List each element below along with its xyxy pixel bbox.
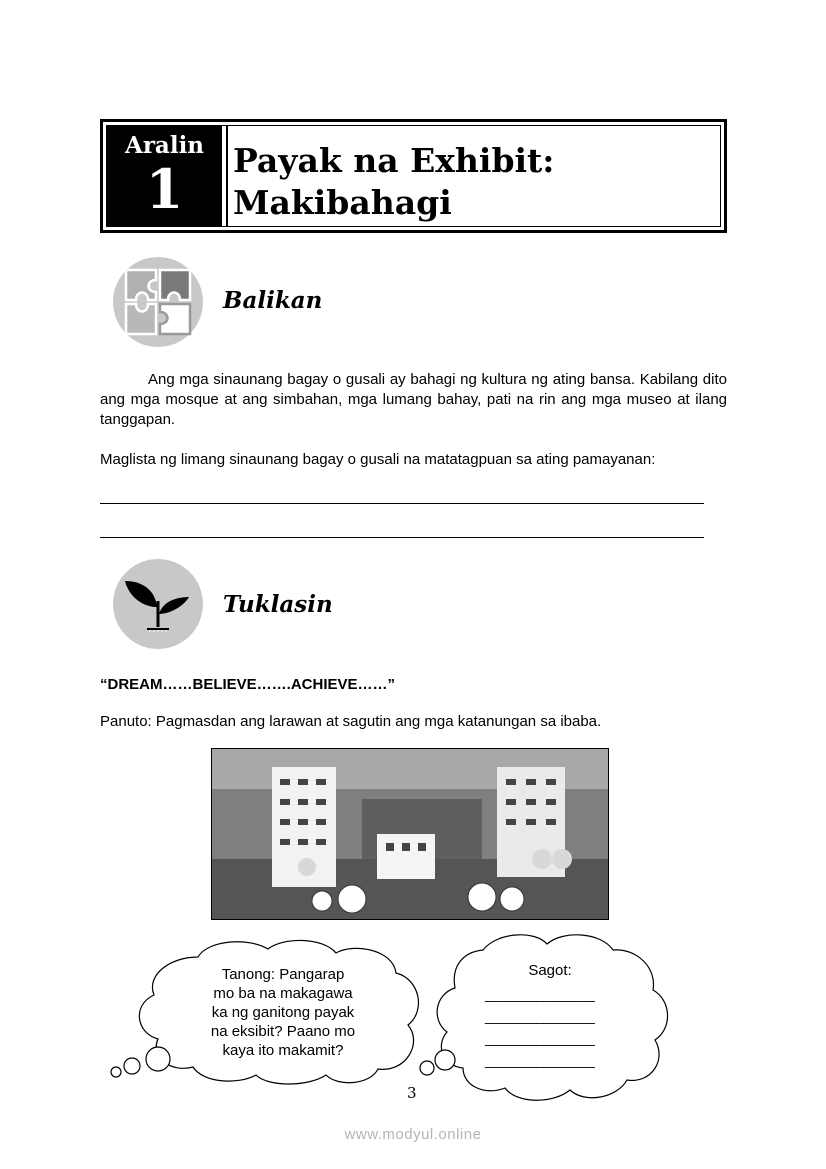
balikan-instruction: Maglista ng limang sinaunang bagay o gusali na matatagpuan sa ating pamayanan: (100, 451, 656, 468)
lesson-number: 1 (145, 157, 184, 221)
answer-cloud (405, 928, 675, 1106)
question-line: ka ng ganitong payak (211, 1004, 355, 1021)
puzzle-icon (113, 257, 203, 347)
answer-blank-1[interactable]: _______________ (485, 986, 595, 1002)
balikan-paragraph: Ang mga sinaunang bagay o gusali ay bahagi ng kultura ng ating bansa. Kabilang dito ang mga mosque at ang simbahan, mga lumang bahay, pati na rin ang mga museo at ilang tanggapan. (100, 371, 727, 428)
title-divider-line (226, 126, 228, 226)
question-line: Tanong: Pangarap (221, 966, 345, 983)
tuklasin-instruction: Panuto: Pagmasdan ang larawan at sagutin ang mga katanungan sa ibaba. (100, 713, 602, 730)
lesson-title-box (100, 119, 727, 233)
question-line: kaya ito makamit? (222, 1042, 344, 1059)
seedling-icon (113, 559, 203, 649)
question-line: na eksibit? Paano mo (210, 1023, 356, 1040)
exhibit-photo (211, 748, 609, 920)
answer-blank-2[interactable]: _______________ (485, 1008, 595, 1024)
lesson-title-frame (106, 125, 721, 227)
page-number: 3 (407, 1084, 417, 1102)
watermark: www.modyul.online (344, 1126, 482, 1143)
motto: “DREAM……BELIEVE…….ACHIEVE……” (100, 676, 396, 693)
lesson-title-line-1: Payak na Exhibit: (233, 141, 555, 180)
question-cloud (108, 935, 438, 1085)
balikan-heading: Balikan (223, 287, 323, 314)
lesson-title (233, 140, 554, 224)
answer-line-2[interactable] (100, 537, 704, 538)
answer-blank-3[interactable]: _______________ (485, 1030, 595, 1046)
answer-blank-4[interactable]: _______________ (485, 1052, 595, 1068)
tuklasin-heading: Tuklasin (223, 591, 333, 618)
lesson-number-block (107, 126, 222, 226)
lesson-title-line-2: Makibahagi (233, 183, 452, 222)
question-line: mo ba na makagawa (213, 985, 353, 1002)
answer-line-1[interactable] (100, 503, 704, 504)
lesson-label: Aralin (124, 132, 205, 159)
answer-label: Sagot: (528, 962, 572, 979)
question-text (188, 965, 378, 1060)
